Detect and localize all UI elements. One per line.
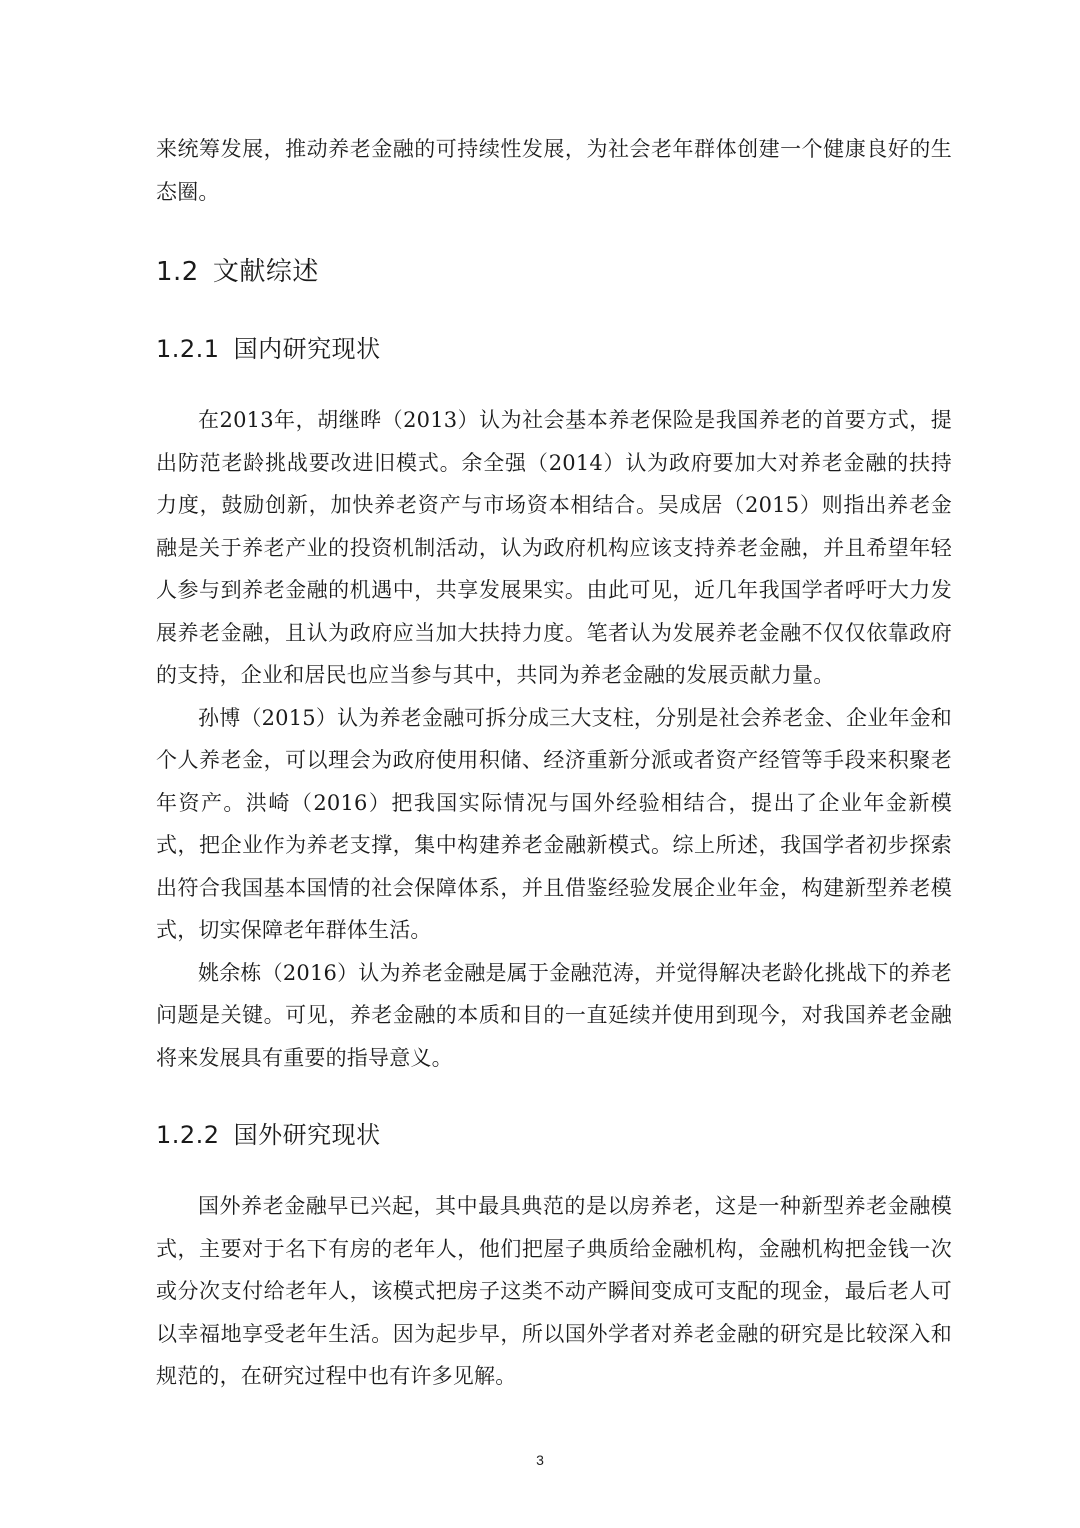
paragraph-intro-continuation: 来统筹发展，推动养老金融的可持续性发展，为社会老年群体创建一个健康良好的生态圈。 [156,137,952,204]
page-number: 3 [536,1452,544,1468]
heading-number: 1.2.1 [156,335,220,363]
heading-title: 国内研究现状 [233,335,381,363]
page-content [156,128,952,1398]
paragraph-domestic-2: 孙博（2015）认为养老金融可拆分成三大支柱，分别是社会养老金、企业年金和个人养老金，可以理会为政府使用积储、经济重新分派或者资产经管等手段来积聚老年资产。洪崎（2016）把我国实际情况与国外经验相结合，提出了企业年金新模式，把企业作为养老支撑，集中构建养老金融新模式。综上所述，我国学者初步探索出符合我国基本国情的社会保障体系，并且借鉴经验发展企业年金，构建新型养老模式，切实保障老年群体生活。 [156,705,952,942]
paragraph-domestic-1: 在2013年，胡继晔（2013）认为社会基本养老保险是我国养老的首要方式，提出防范老龄挑战要改进旧模式。余全强（2014）认为政府要加大对养老金融的扶持力度，鼓励创新，加快养老资产与市场资本相结合。吴成居（2015）则指出养老金融是关于养老产业的投资机制活动，认为政府机构应该支持养老金融，并且希望年轻人参与到养老金融的机遇中，共享发展果实。由此可见，近几年我国学者呼吁大力发展养老金融，且认为政府应当加大扶持力度。笔者认为发展养老金融不仅仅依靠政府的支持，企业和居民也应当参与其中，共同为养老金融的发展贡献力量。 [156,408,952,687]
paragraph-domestic-3: 姚余栋（2016）认为养老金融是属于金融范涛，并觉得解决老龄化挑战下的养老问题是关键。可见，养老金融的本质和目的一直延续并使用到现今，对我国养老金融将来发展具有重要的指导意义。 [156,960,952,1070]
heading-section-1-2-2 [156,1119,952,1151]
paragraph-foreign-1: 国外养老金融早已兴起，其中最具典范的是以房养老，这是一种新型养老金融模式，主要对于名下有房的老年人，他们把屋子典质给金融机构，金融机构把金钱一次或分次支付给老年人，该模式把房子这类不动产瞬间变成可支配的现金，最后老人可以幸福地享受老年生活。因为起步早，所以国外学者对养老金融的研究是比较深入和规范的，在研究过程中也有许多见解。 [156,1194,952,1388]
heading-section-1-2-1 [156,333,952,365]
heading-number: 1.2.2 [156,1121,220,1149]
heading-number: 1.2 [156,257,199,287]
heading-section-1-2 [156,255,952,289]
heading-title: 文献综述 [212,257,319,287]
heading-title: 国外研究现状 [233,1121,381,1149]
